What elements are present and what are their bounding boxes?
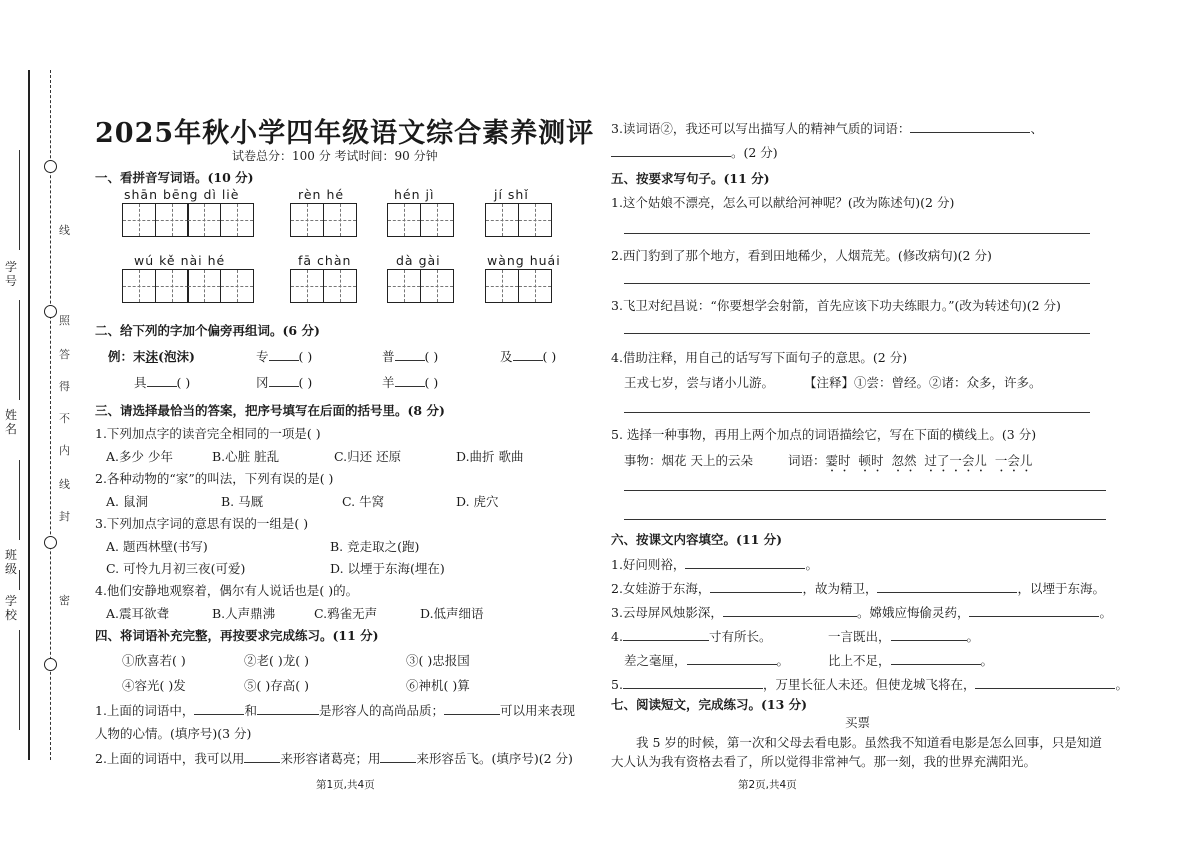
answer-blank[interactable] (877, 581, 1017, 593)
example-prefix: 例：末 (108, 349, 146, 364)
answer-blank[interactable] (395, 375, 425, 387)
idiom-item: ⑤( )存高( ) (244, 678, 309, 693)
exam-meta: 试卷总分：100 分 考试时间：90 分钟 (232, 149, 438, 163)
fill-line: 3.云母屏风烛影深， 。嫦娥应悔偷灵药， 。 (611, 605, 1112, 620)
answer-blank[interactable] (269, 375, 299, 387)
answer-line[interactable] (624, 333, 1090, 334)
tianzige-group (122, 269, 253, 303)
writing-box[interactable] (518, 203, 552, 237)
option[interactable]: B. 竞走取之(跑) (330, 539, 420, 554)
radical-item: 羊 ( ) (382, 375, 439, 390)
answer-blank[interactable] (395, 349, 425, 361)
tianzige-group (485, 203, 550, 237)
option[interactable]: B.人声鼎沸 (212, 606, 276, 621)
answer-blank[interactable] (380, 751, 416, 763)
radical-item: 具 ( ) (134, 375, 191, 390)
name-line (19, 300, 20, 400)
class-line (19, 460, 20, 540)
answer-blank[interactable] (269, 349, 299, 361)
writing-box[interactable] (155, 203, 189, 237)
answer-blank[interactable] (257, 703, 319, 715)
student-id-label: 学号 (4, 260, 17, 288)
option[interactable]: C.鸦雀无声 (314, 606, 378, 621)
section-4-heading: 四、将词语补充完整，再按要求完成练习。(11 分) (95, 628, 379, 643)
binding-hole (44, 658, 57, 671)
question-text: 3.下列加点字词的意思有误的一组是( ) (95, 516, 309, 531)
option[interactable]: C. 牛窝 (342, 494, 385, 509)
tianzige-group (387, 203, 452, 237)
tianzige-group (485, 269, 550, 303)
section-7-heading: 七、阅读短文，完成练习。(13 分) (611, 697, 808, 712)
pinyin-label: fā chàn (298, 253, 352, 268)
radical-item: 冈 ( ) (256, 375, 313, 390)
pinyin-label: wú kě nài hé (134, 253, 226, 268)
fill-line: 2.女娃游于东海， ，故为精卫， ，以堙于东海。 (611, 581, 1105, 596)
answer-line[interactable] (624, 490, 1106, 491)
tianzige-group (290, 269, 355, 303)
school-line-top (19, 570, 20, 590)
answer-line[interactable] (624, 283, 1090, 284)
option[interactable]: B. 马厩 (221, 494, 264, 509)
binding-char: 得 (59, 380, 70, 393)
question-text: 3.读词语②，我还可以写出描写人的精神气质的词语： 、 (611, 121, 1043, 136)
option[interactable]: A. 题西林壁(书写) (106, 539, 208, 554)
answer-blank[interactable] (969, 605, 1099, 617)
binding-border-line (28, 70, 30, 760)
pinyin-label: jí shǐ (494, 187, 529, 202)
fill-line: 一言既出， 。 (828, 629, 980, 644)
writing-box[interactable] (485, 203, 519, 237)
question-text: 5. 选择一种事物，再用上两个加点的词语描绘它，写在下面的横线上。(3 分) (611, 427, 1037, 442)
pinyin-label: wàng huái (487, 253, 561, 268)
question-text: 1.上面的词语中， 和 是形容人的高尚品质； 可以用来表现 (95, 703, 575, 718)
question-text: 人物的心情。(填序号)(3 分) (95, 726, 252, 741)
writing-box[interactable] (485, 269, 519, 303)
classical-sentence: 王戎七岁，尝与诸小儿游。 (624, 375, 775, 390)
answer-blank[interactable] (611, 145, 731, 157)
answer-blank[interactable] (444, 703, 500, 715)
passage-title: 买票 (845, 715, 871, 730)
section-3-heading: 三、请选择最恰当的答案，把序号填写在后面的括号里。(8 分) (95, 403, 445, 418)
school-label: 学校 (4, 594, 17, 622)
fill-line: 4. 寸有所长。 (611, 629, 772, 644)
answer-blank[interactable] (975, 677, 1115, 689)
idiom-item: ②老( )龙( ) (244, 653, 309, 668)
question-text: 1.下列加点字的读音完全相同的一项是( ) (95, 426, 321, 441)
section-5-heading: 五、按要求写句子。(11 分) (611, 171, 770, 186)
writing-box[interactable] (387, 269, 421, 303)
option[interactable]: A.多少 少年 (106, 449, 173, 464)
writing-box[interactable] (187, 269, 221, 303)
binding-char: 答 (59, 348, 70, 361)
writing-box[interactable] (323, 203, 357, 237)
answer-line[interactable] (624, 412, 1090, 413)
binding-hole (44, 305, 57, 318)
answer-blank[interactable] (710, 581, 802, 593)
writing-box[interactable] (518, 269, 552, 303)
example-word: 沫 (145, 349, 159, 364)
question-text: 2.上面的词语中，我可以用 来形容诸葛亮；用 来形容岳飞。(填序号)(2 分) (95, 751, 573, 766)
binding-char: 线 (59, 478, 70, 491)
question-text: 3.飞卫对纪昌说：“你要想学会射箭，首先应该下功夫练眼力。”(改为转述句)(2 分) (611, 298, 1061, 313)
idiom-item: ④容光( )发 (122, 678, 186, 693)
binding-hole (44, 160, 57, 173)
binding-dashed-line (50, 70, 51, 760)
option[interactable]: C. 可怜九月初三夜(可爱) (106, 561, 246, 576)
answer-blank[interactable] (513, 349, 543, 361)
page-number-left: 第1页,共4页 (316, 779, 375, 791)
answer-blank[interactable] (891, 629, 967, 641)
binding-char: 内 (59, 444, 70, 457)
answer-line[interactable] (624, 519, 1106, 520)
radical-item: 及 ( ) (500, 349, 557, 364)
answer-blank[interactable] (623, 677, 763, 689)
fill-line: 比上不足， 。 (828, 653, 994, 668)
example-paren: (泡沫) (158, 349, 195, 364)
question-text: 2.各种动物的“家”的叫法，下列有误的是( ) (95, 471, 334, 486)
tianzige-group (122, 203, 253, 237)
tianzige-group (387, 269, 452, 303)
option[interactable]: D. 虎穴 (456, 494, 499, 509)
question-text: 4.他们安静地观察着，偶尔有人说话也是( )的。 (95, 583, 359, 598)
writing-box[interactable] (290, 269, 324, 303)
question-text: 。(2 分) (611, 143, 778, 161)
passage-paragraph: 大人认为我有资格去看了，所以觉得非常神气。那一刻，我的世界充满阳光。 (611, 754, 1037, 769)
binding-char: 不 (59, 412, 70, 425)
pinyin-label: shān bēng dì liè (124, 187, 240, 202)
binding-char: 照 (59, 314, 70, 327)
answer-blank[interactable] (687, 653, 777, 665)
pinyin-label: dà gài (396, 253, 441, 268)
option[interactable]: A. 鼠洞 (106, 494, 148, 509)
writing-box[interactable] (387, 203, 421, 237)
writing-box[interactable] (220, 203, 254, 237)
page-title: 2025年秋小学四年级语文综合素养测评 (95, 118, 595, 149)
question-text: 2.西门豹到了那个地方，看到田地稀少，人烟荒芜。(修改病句)(2 分) (611, 248, 992, 263)
writing-box[interactable] (187, 203, 221, 237)
option[interactable]: A.震耳欲聋 (106, 606, 170, 621)
binding-char: 密 (59, 594, 70, 607)
writing-box[interactable] (420, 269, 454, 303)
writing-box[interactable] (290, 203, 324, 237)
annotation-note: 【注释】①尝：曾经。②诸：众多，许多。 (804, 375, 1042, 390)
answer-blank[interactable] (685, 557, 805, 569)
answer-blank[interactable] (194, 703, 244, 715)
option[interactable]: D. 以堙于东海(埋在) (330, 561, 445, 576)
writing-box[interactable] (220, 269, 254, 303)
fill-line: 差之毫厘， 。 (624, 653, 790, 668)
pinyin-label: rèn hé (298, 187, 345, 202)
student-id-line (19, 150, 20, 250)
writing-box[interactable] (420, 203, 454, 237)
section-6-heading: 六、按课文内容填空。(11 分) (611, 532, 783, 547)
writing-box[interactable] (155, 269, 189, 303)
passage-paragraph: 我 5 岁的时候，第一次和父母去看电影。虽然我不知道看电影是怎么回事，只是知道 (636, 735, 1102, 750)
answer-line[interactable] (624, 233, 1090, 234)
idiom-item: ①欣喜若( ) (122, 653, 186, 668)
radical-item: 专 ( ) (256, 349, 313, 364)
option[interactable]: C.归还 还原 (334, 449, 402, 464)
section-1-heading: 一、看拼音写词语。(10 分) (95, 170, 254, 185)
writing-box[interactable] (122, 269, 156, 303)
answer-blank[interactable] (891, 653, 981, 665)
page-number-right: 第2页,共4页 (738, 779, 797, 791)
option[interactable]: B.心脏 脏乱 (212, 449, 280, 464)
idiom-item: ⑥神机( )算 (406, 678, 470, 693)
pinyin-label: hén jì (394, 187, 435, 202)
option[interactable]: D.低声细语 (420, 606, 484, 621)
question-text: 4.借助注释，用自己的话写写下面句子的意思。(2 分) (611, 350, 908, 365)
school-line (19, 630, 20, 730)
section-2-heading: 二、给下列的字加个偏旁再组词。(6 分) (95, 323, 320, 338)
question-text: 1.这个姑娘不漂亮，怎么可以献给河神呢？(改为陈述句)(2 分) (611, 195, 955, 210)
answer-blank[interactable] (623, 629, 709, 641)
radical-item: 普 ( ) (382, 349, 439, 364)
writing-box[interactable] (323, 269, 357, 303)
class-label: 班级 (4, 548, 17, 576)
binding-char: 线 (59, 224, 70, 237)
binding-hole (44, 536, 57, 549)
word-list: 词语：霎时 顿时 忽然 过了一会儿 一会儿 (788, 453, 1033, 468)
answer-blank[interactable] (723, 605, 857, 617)
answer-blank[interactable] (244, 751, 280, 763)
fill-line: 5. ，万里长征人未还。但使龙城飞将在， 。 (611, 677, 1128, 692)
answer-blank[interactable] (147, 375, 177, 387)
things-list: 事物：烟花 天上的云朵 (624, 453, 753, 468)
writing-box[interactable] (122, 203, 156, 237)
option[interactable]: D.曲折 歌曲 (456, 449, 524, 464)
fill-line: 1.好问则裕， 。 (611, 557, 818, 572)
example-item (108, 347, 195, 365)
idiom-item: ③( )忠报国 (406, 653, 470, 668)
name-label: 姓名 (4, 408, 17, 436)
binding-char: 封 (59, 510, 70, 523)
tianzige-group (290, 203, 355, 237)
answer-blank[interactable] (910, 121, 1030, 133)
